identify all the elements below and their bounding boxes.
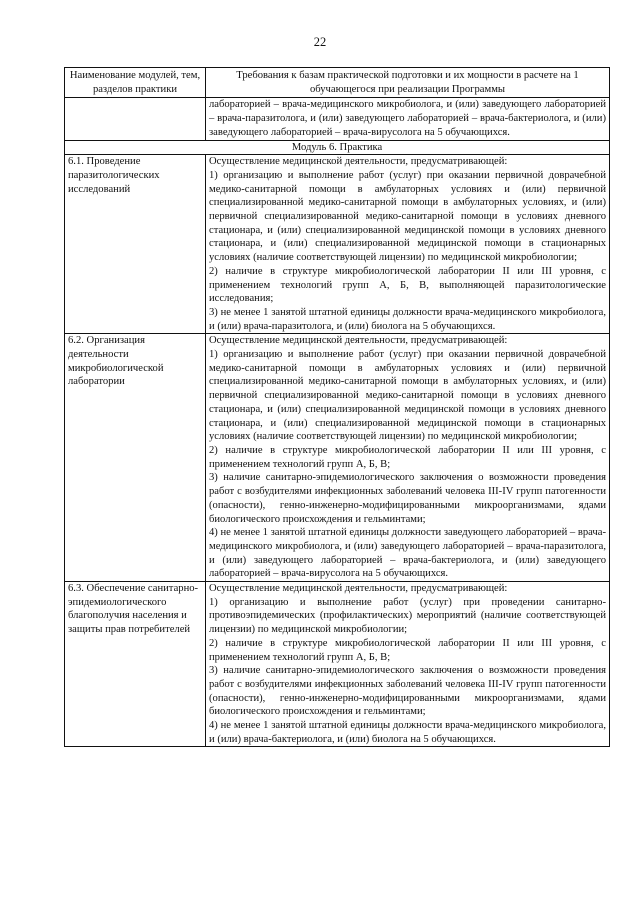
module-title-row xyxy=(65,140,610,155)
requirement-paragraph: 3) наличие санитарно-эпидемиологического заключения о возможности проведения работ с возбудителями инфекционных заболеваний человека III-IV групп патогенности (опасности), генно-инженерно-модифицированными микроорганизмами, ядами биологического происхождения и гельминтами; xyxy=(209,665,606,718)
header-col-requirements: Требования к базам практической подготовки и их мощности в расчете на 1 обучающегося при реализации Программы xyxy=(206,68,610,98)
requirement-paragraph: 1) организацию и выполнение работ (услуг) при оказании первичной доврачебной медико-санитарной помощи в амбулаторных условиях и (или) первичной специализированной медико-санитарной помощи в амбулаторных условиях, и (или) первичной специализированной медико-санитарной помощи в условиях дневного стационара, и (или) специализированной медицинской помощи в условиях дневного стационара, и (или) специализированной медицинской помощи в стационарных условиях (наличие соответствующей лицензии) по медицинской микробиологии; xyxy=(209,169,606,264)
row-module-name: 6.2. Организация деятельности микробиологической лаборатории xyxy=(65,334,206,582)
page-number: 22 xyxy=(313,35,327,49)
table-header-row xyxy=(65,68,610,98)
table-row xyxy=(65,155,610,334)
table-row xyxy=(65,582,610,747)
module-title: Модуль 6. Практика xyxy=(65,140,610,155)
requirement-paragraph: 3) наличие санитарно-эпидемиологического заключения о возможности проведения работ с возбудителями инфекционных заболеваний человека III-IV групп патогенности (опасности), генно-инженерно-модифицированными микроорганизмами, ядами биологического происхождения и гельминтами; xyxy=(209,472,606,525)
continuation-empty-cell xyxy=(65,98,206,140)
requirement-paragraph: 2) наличие в структуре микробиологической лаборатории II или III уровня, с применением технологий групп А, Б, В, выполняющей паразитологические исследования; xyxy=(209,265,606,305)
requirements-table xyxy=(64,67,610,747)
requirement-paragraph: 2) наличие в структуре микробиологической лаборатории II или III уровня, с применением технологий групп А, Б, В; xyxy=(209,444,606,470)
header-col-modules: Наименование модулей, тем, разделов практики xyxy=(65,68,206,98)
requirement-paragraph: 3) не менее 1 занятой штатной единицы должности врача-медицинского микробиолога, и (или) врача-паразитолога, и (или) биолога на 5 обучающихся. xyxy=(209,306,606,332)
row-requirements xyxy=(206,582,610,747)
requirement-paragraph: 4) не менее 1 занятой штатной единицы должности врача-медицинского микробиолога, и (или) врача-бактериолога, и (или) биолога на 5 обучающихся. xyxy=(209,720,606,745)
requirement-paragraph: Осуществление медицинской деятельности, предусматривающей: xyxy=(209,583,508,595)
requirement-paragraph: 1) организацию и выполнение работ (услуг) при проведении санитарно-противоэпидемических (профилактических) мероприятий (наличие соответствующей лицензии) по медицинской микробиологии; xyxy=(209,596,606,636)
row-requirements xyxy=(206,155,610,334)
requirement-paragraph: 1) организацию и выполнение работ (услуг) при оказании первичной доврачебной медико-санитарной помощи в амбулаторных условиях и (или) первичной специализированной медико-санитарной помощи в амбулаторных условиях, и (или) первичной специализированной медико-санитарной помощи в условиях дневного стационара, и (или) специализированной медицинской помощи в условиях дневного стационара, и (или) специализированной медицинской помощи в стационарных условиях (наличие соответствующей лицензии) по медицинской микробиологии; xyxy=(209,349,606,443)
requirement-paragraph: Осуществление медицинской деятельности, предусматривающей: xyxy=(209,156,508,168)
requirement-paragraph: Осуществление медицинской деятельности, предусматривающей: xyxy=(209,335,508,347)
row-module-name: 6.3. Обеспечение санитарно-эпидемиологического благополучия населения и защиты прав потребителей xyxy=(65,582,206,747)
row-module-name: 6.1. Проведение паразитологических исследований xyxy=(65,155,206,334)
continuation-text: лабораторией – врача-медицинского микробиолога, и (или) заведующего лабораторией – врача-паразитолога, и (или) заведующего лабораторией – врача-бактериолога, и (или) заведующего лабораторией – врача-вирусолога на 5 обучающихся. xyxy=(206,98,610,140)
requirement-paragraph: 2) наличие в структуре микробиологической лаборатории II или III уровня, с применением технологий групп А, Б, В; xyxy=(209,637,606,663)
table-row xyxy=(65,334,610,582)
continuation-row xyxy=(65,98,610,140)
row-requirements xyxy=(206,334,610,582)
requirement-paragraph: 4) не менее 1 занятой штатной единицы должности заведующего лабораторией – врача-медицинского микробиолога, и (или) заведующего лабораторией – врача-паразитолога, и (или) заведующего лабораторией – врача-бактериолога, и (или) заведующего лабораторией – врача-вирусолога на 5 обучающихся. xyxy=(209,527,606,580)
